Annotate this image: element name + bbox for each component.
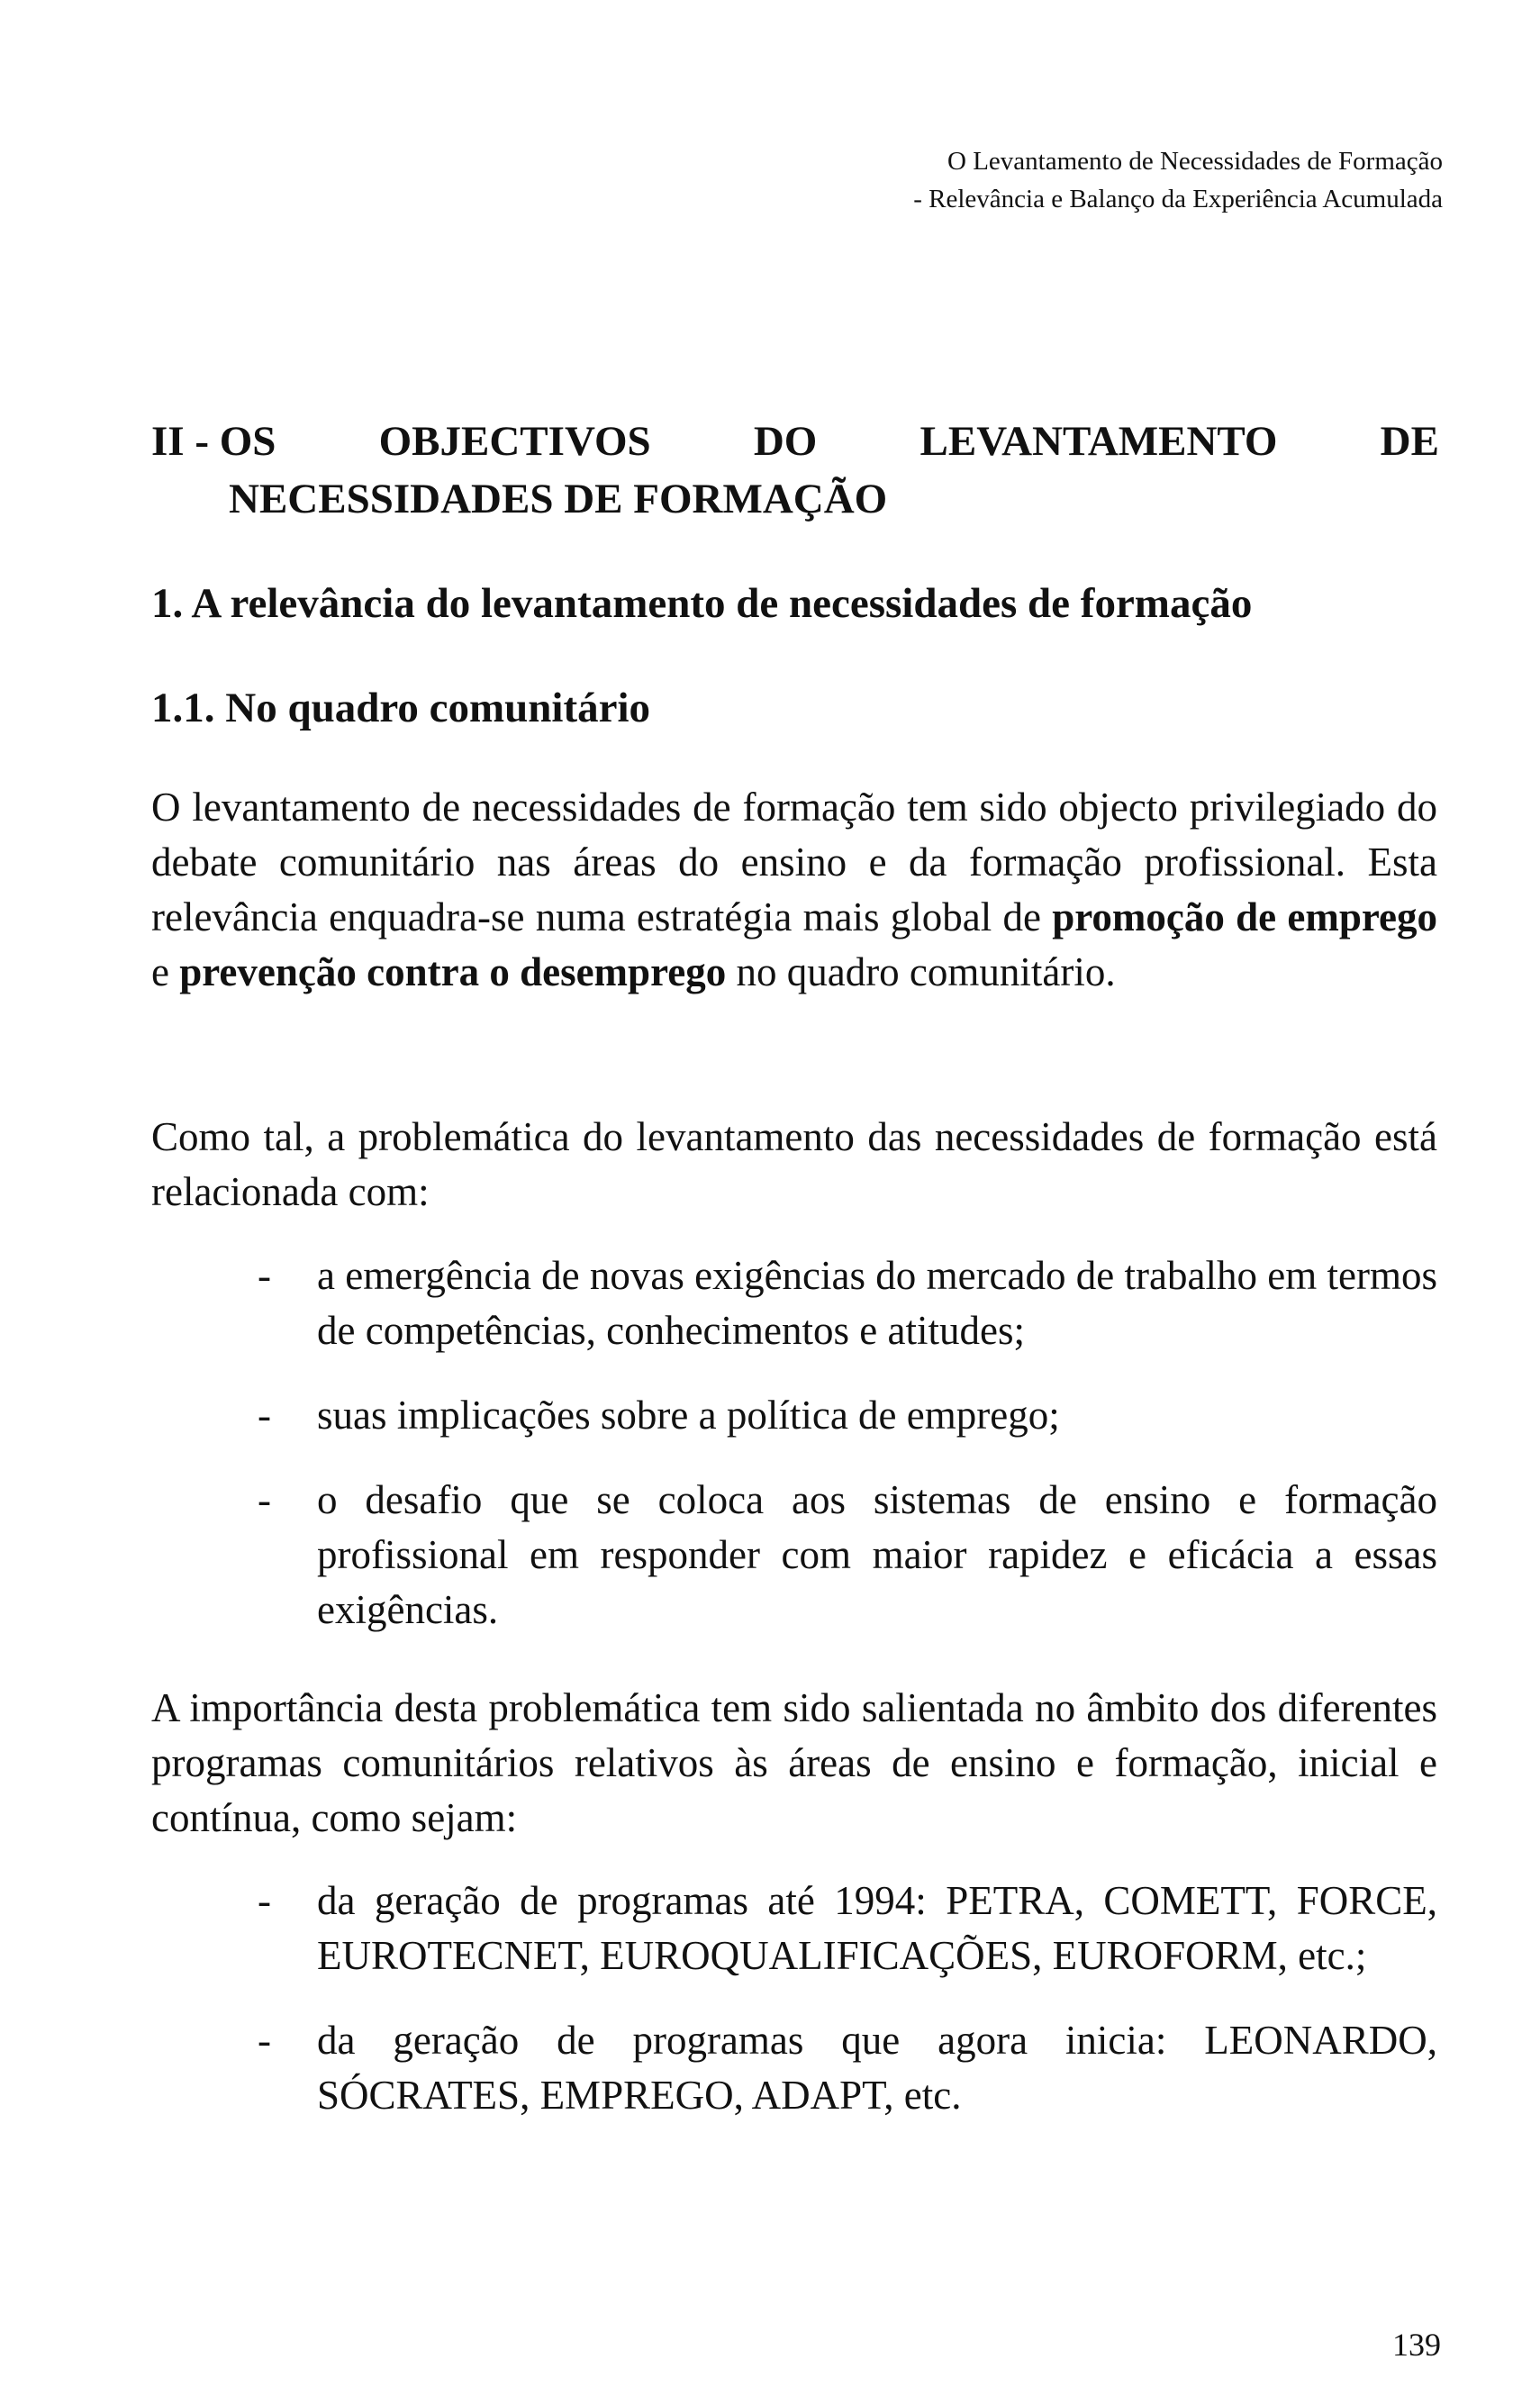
paragraph-1-bold-b: prevenção contra o desemprego [179,949,727,994]
running-header [913,142,1443,218]
list-2-item-text: da geração de programas até 1994: PETRA, COMETT, FORCE, EUROTECNET, EUROQUALIFICAÇÕES, EUROFORM, etc.; [317,1878,1437,1978]
list-dash: - [258,1393,271,1438]
chapter-number-and-first-word [151,413,276,470]
paragraph-1-bold-a: promoção de emprego [1052,894,1438,939]
list-2-item-text: da geração de programas que agora inicia: LEONARDO, SÓCRATES, EMPREGO, ADAPT, etc. [317,2018,1437,2118]
running-header-line-1: O Levantamento de Necessidades de Formação [947,147,1443,176]
list-dash: - [258,1253,271,1298]
list-2 [258,1874,1437,2153]
paragraph-1-text-b: e [151,949,180,994]
list-1-item-text: a emergência de novas exigências do mercado de trabalho em termos de competências, conhecimentos e atitudes; [317,1253,1437,1353]
section-heading-1: 1. A relevância do levantamento de necessidades de formação [151,580,1253,627]
chapter-heading-line-1 [151,413,1439,470]
list-1-item [258,1388,1437,1443]
list-1-item [258,1473,1437,1638]
list-dash: - [258,1477,271,1522]
paragraph-2: Como tal, a problemática do levantamento das necessidades de formação está relacionada com: [151,1114,1437,1214]
chapter-word-1: OS [219,418,276,465]
list-2-item [258,2013,1437,2123]
paragraph-1 [151,780,1437,1000]
list-1-item-text: suas implicações sobre a política de emprego; [317,1393,1060,1438]
chapter-word-4: LEVANTAMENTO [919,418,1278,465]
list-dash: - [258,2018,271,2063]
list-dash: - [258,1878,271,1923]
chapter-heading [151,413,1439,528]
running-header-line-2: - Relevância e Balanço da Experiência Acumulada [913,185,1443,213]
chapter-number: II - [151,418,209,465]
paragraph-3: A importância desta problemática tem sido salientada no âmbito dos diferentes programas comunitários relativos às áreas de ensino e formação, inicial e contínua, como sejam: [151,1685,1437,1840]
list-1 [258,1248,1437,1667]
paragraph-1-text-a: O levantamento de necessidades de formação tem sido objecto privilegiado do debate comunitário nas áreas do ensino e da formação profissional. Esta relevância enquadra-se numa estratégia mais global de [151,785,1437,939]
list-1-item-text: o desafio que se coloca aos sistemas de ensino e formação profissional em responder com maior rapidez e eficácia a essas exigências. [317,1477,1437,1632]
paragraph-1-text-c: no quadro comunitário. [726,949,1116,994]
list-2-item [258,1874,1437,1983]
list-1-item [258,1248,1437,1358]
section-heading-1-1: 1.1. No quadro comunitário [151,685,651,731]
chapter-word-2: OBJECTIVOS [378,418,651,465]
page-number: 139 [1392,2327,1441,2363]
chapter-heading-line-2: NECESSIDADES DE FORMAÇÃO [229,476,888,522]
chapter-word-3: DO [753,418,818,465]
chapter-word-5: DE [1380,418,1439,465]
